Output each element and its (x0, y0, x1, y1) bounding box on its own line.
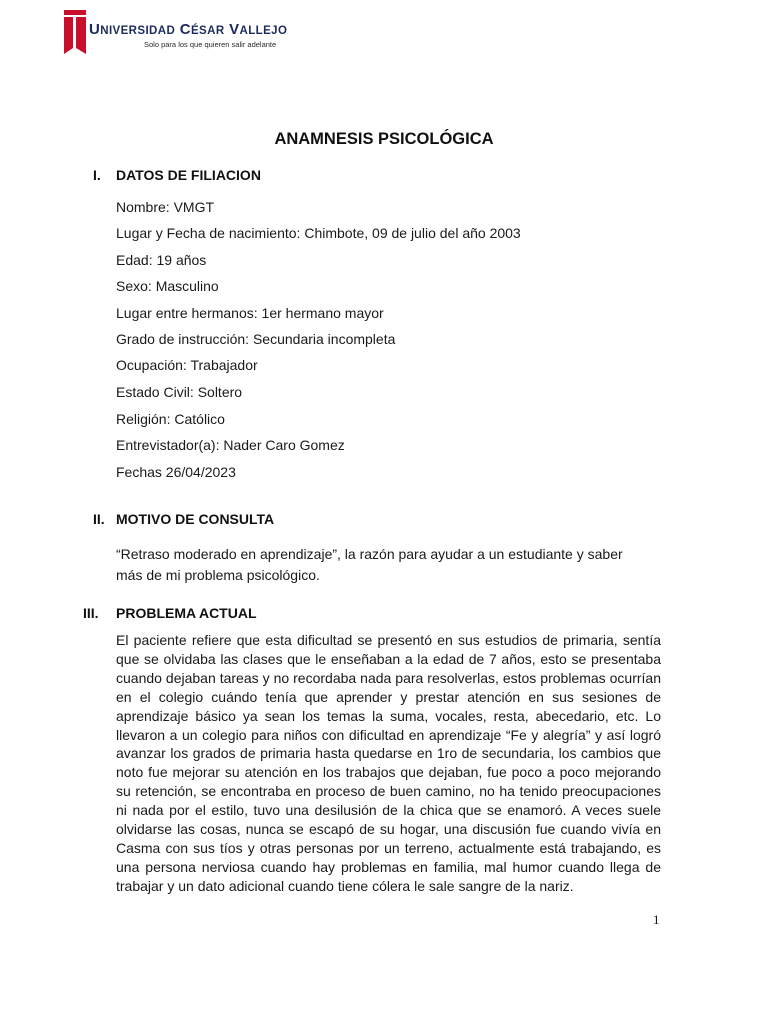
field-sexo: Sexo: Masculino (116, 278, 219, 294)
field-fechas: Fechas 26/04/2023 (116, 464, 236, 480)
section-heading-motivo (93, 511, 274, 527)
section-title: PROBLEMA ACTUAL (116, 605, 257, 621)
field-nombre: Nombre: VMGT (116, 199, 215, 215)
university-shield-icon (64, 10, 86, 54)
section-number: I. (93, 167, 101, 183)
problema-text: El paciente refiere que esta dificultad se presentó en sus estudios de primaria, sentía que se olvidaba las clases que le enseñaban a la edad de 7 años, esto se presentaba cuando dejaban tareas y no recordaba nada para resolverlas, estos problemas ocurrían en el colegio cuándo tenía que aprender y prestar atención en sus sesiones de aprendizaje básico ya sean los temas la suma, vocales, resta, abecedario, etc. Lo llevaron a un colegio para niños con dificultad en aprendizaje “Fe y alegría” y así logró avanzar los grados de primaria hasta quedarse en 1ro de secundaria, los cambios que noto fue mejorar su atención en los trabajos que dejaban, fue poco a poco mejorando su retención, se encontraba en proceso de buen camino, no ha tenido preocupaciones ni nada por el estilo, tuvo una desilusión de la chica que se enamoró. A veces suele olvidarse las cosas, nunca se escapó de su hogar, una discusión fue cuando vivía en Casma con sus tíos y otras personas por un terreno, actualmente está trabajando, es una persona nerviosa cuando hay problemas en familia, mal humor cuando llega de trabajar y un dato adicional cuando tiene cólera le sale sangre de la nariz. (116, 632, 661, 894)
field-religion: Religión: Católico (116, 411, 225, 427)
document-title: ANAMNESIS PSICOLÓGICA (274, 130, 494, 148)
section-number: II. (93, 511, 105, 527)
field-entrevistador: Entrevistador(a): Nader Caro Gomez (116, 437, 345, 453)
section-heading-problema (83, 605, 257, 621)
university-logo (64, 10, 288, 58)
section-number: III. (83, 605, 99, 621)
section-title: DATOS DE FILIACION (116, 167, 261, 183)
university-tagline: Solo para los que quieren salir adelante (144, 40, 277, 49)
field-ocupacion: Ocupación: Trabajador (116, 357, 258, 373)
section-heading-datos (93, 167, 261, 183)
field-edad: Edad: 19 años (116, 252, 207, 268)
university-name: UNIVERSIDAD CÉSAR VALLEJO (89, 21, 288, 38)
page-number: 1 (653, 912, 660, 927)
field-grado-instruccion: Grado de instrucción: Secundaria incompleta (116, 331, 396, 347)
motivo-text: “Retraso moderado en aprendizaje”, la razón para ayudar a un estudiante y saber más de mi problema psicológico. (116, 546, 623, 583)
field-estado-civil: Estado Civil: Soltero (116, 384, 243, 400)
section-title: MOTIVO DE CONSULTA (116, 511, 275, 527)
field-nacimiento: Lugar y Fecha de nacimiento: Chimbote, 09 de julio del año 2003 (116, 225, 521, 241)
field-lugar-hermanos: Lugar entre hermanos: 1er hermano mayor (116, 305, 384, 321)
